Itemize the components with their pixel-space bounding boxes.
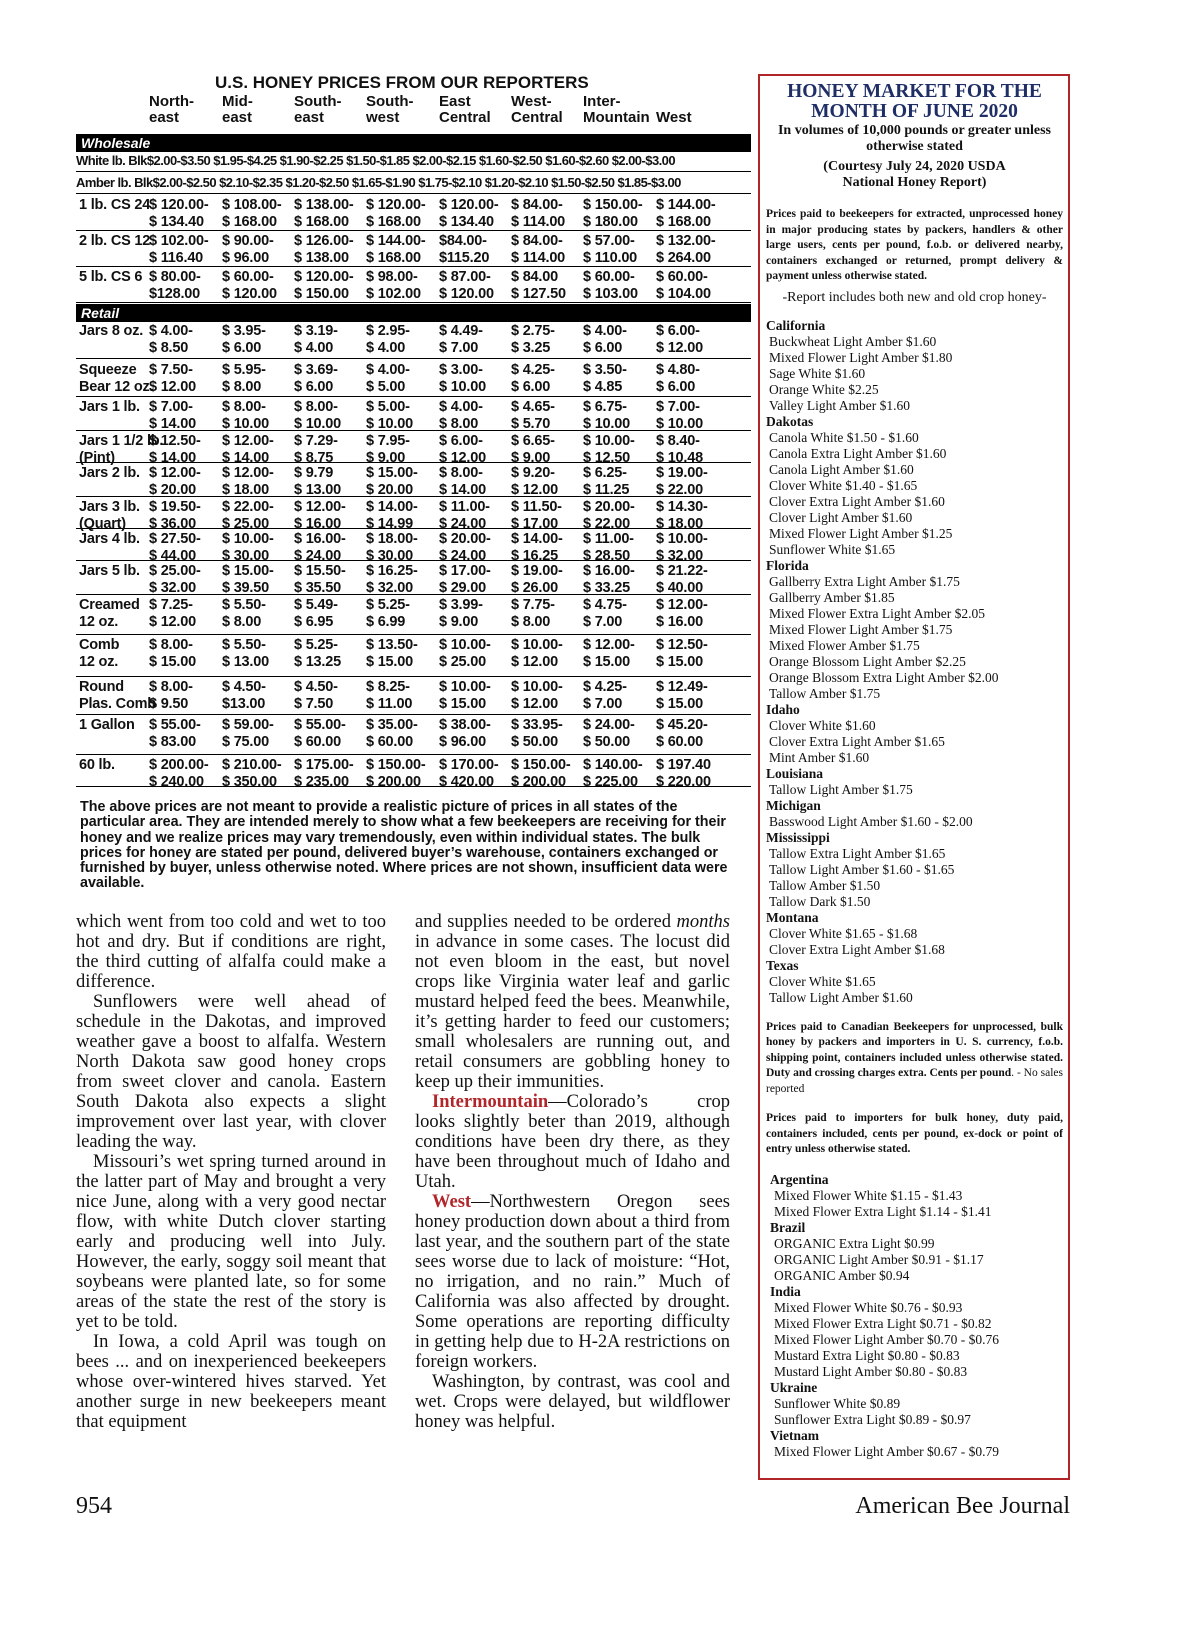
region-header: North- east [149, 93, 194, 126]
price-cell: $ 140.00- $ 225.00 [583, 757, 643, 790]
price-cell: $ 5.50- $ 8.00 [222, 597, 266, 630]
price-row-label: Round Plas. Comb [79, 679, 156, 712]
country-heading: Vietnam [770, 1427, 819, 1443]
article-text: —Northwestern Oregon sees honey production down about a third from last year, and the southern part of the state sees worse due to lack of moisture: “Hot, no irrigation, and no rain.” Much of California was also affected by drought. Some operations are reporting difficulty in getting help due to H-2A restrictions on foreign workers. [415, 1192, 730, 1372]
price-entry: Mixed Flower Amber $1.75 [769, 637, 920, 653]
price-cell: $ 144.00- $ 168.00 [656, 197, 716, 230]
price-cell: $ 4.00- $ 5.00 [366, 362, 410, 395]
price-cell: $ 3.19- $ 4.00 [294, 323, 338, 356]
price-entry: Clover White $1.65 [769, 973, 876, 989]
article-paragraph: which went from too cold and wet to too hot and dry. But if conditions are right, the third cutting of alfalfa could make a difference. [76, 912, 386, 992]
price-cell: $ 7.25- $ 12.00 [149, 597, 196, 630]
price-cell: $ 120.00- $ 150.00 [294, 269, 354, 302]
price-entry: Gallberry Amber $1.85 [769, 589, 895, 605]
price-cell: $ 9.79 $ 13.00 [294, 465, 341, 498]
price-row-label: Jars 4 lb. [79, 531, 140, 547]
price-entry: Basswood Light Amber $1.60 - $2.00 [769, 813, 973, 829]
price-entry: Mixed Flower Light Amber $1.75 [769, 621, 953, 637]
article-text: —Colorado’s crop looks slightly beter than 2019, although conditions have been dry there, as they have been throughout much of Idaho and Utah. [415, 1092, 730, 1192]
price-cell: $ 3.95- $ 6.00 [222, 323, 266, 356]
price-cell: $ 38.00- $ 96.00 [439, 717, 491, 750]
price-cell: $ 138.00- $ 168.00 [294, 197, 354, 230]
price-row-label: Comb 12 oz. [79, 637, 120, 670]
price-cell: $ 14.30- $ 18.00 [656, 499, 708, 532]
price-cell: $ 3.00- $ 10.00 [439, 362, 486, 395]
price-row [76, 636, 751, 677]
article-column-left [76, 912, 386, 1432]
price-cell: $ 57.00- $ 110.00 [583, 233, 638, 266]
price-cell: $ 4.00- $ 6.00 [583, 323, 627, 356]
price-cell: $ 15.00- $ 39.50 [222, 563, 274, 596]
report-note: -Report includes both new and old crop honey- [782, 289, 1047, 305]
price-cell: $ 8.00- $ 14.00 [439, 465, 486, 498]
price-row-label: Squeeze Bear 12 oz. [79, 362, 154, 395]
price-cell: $ 200.00- $ 240.00 [149, 757, 209, 790]
price-entry: Buckwheat Light Amber $1.60 [769, 333, 937, 349]
price-cell: $ 8.00- $ 10.00 [222, 399, 269, 432]
price-entry: Clover White $1.40 - $1.65 [769, 477, 918, 493]
price-cell: $ 4.75- $ 7.00 [583, 597, 627, 630]
price-cell: $ 25.00- $ 32.00 [149, 563, 201, 596]
price-cell: $ 2.95- $ 4.00 [366, 323, 410, 356]
price-row [76, 562, 751, 595]
price-cell: $ 98.00- $ 102.00 [366, 269, 421, 302]
price-entry: Canola Extra Light Amber $1.60 [769, 445, 947, 461]
price-entry: Mixed Flower Light Amber $0.67 - $0.79 [774, 1443, 999, 1459]
price-cell: $ 45.20- $ 60.00 [656, 717, 708, 750]
price-cell: $ 35.00- $ 60.00 [366, 717, 418, 750]
price-entry: Clover White $1.65 - $1.68 [769, 925, 918, 941]
price-entry: Clover Extra Light Amber $1.60 [769, 493, 945, 509]
price-cell: $ 3.69- $ 6.00 [294, 362, 338, 395]
price-cell: $ 13.50- $ 15.00 [366, 637, 418, 670]
price-cell: $ 197.40 $ 220.00 [656, 757, 711, 790]
state-heading: Louisiana [766, 765, 824, 781]
price-row-label: Jars 1 1/2 lb. (Pint) [79, 433, 164, 466]
price-cell: $ 4.50- $13.00 [222, 679, 266, 712]
price-cell: $ 5.25- $ 13.25 [294, 637, 341, 670]
price-cell: $ 12.00- $ 16.00 [656, 597, 708, 630]
wholesale-value: $1.50-$1.85 [346, 153, 410, 168]
price-cell: $ 16.00- $ 24.00 [294, 531, 346, 564]
article-text: in advance in some cases. The locust did not even bloom in the east, but novel crops like Virginia water leaf and garlic mustard helped feed the bees. Meanwhile, it’s getting harder to feed our customers; small wholesalers are running out, and retail consumers are gobbling honey to keep up their immunities. [415, 932, 730, 1092]
price-cell: $ 10.00- $ 25.00 [439, 637, 491, 670]
wholesale-row-amber [76, 173, 751, 194]
price-cell: $ 132.00- $ 264.00 [656, 233, 716, 266]
wholesale-section-bar: Wholesale [76, 134, 751, 152]
price-cell: $ 144.00- $ 168.00 [366, 233, 426, 266]
price-cell: $ 6.65- $ 9.00 [511, 433, 555, 466]
price-cell: $ 2.75- $ 3.25 [511, 323, 555, 356]
price-row [76, 268, 751, 303]
wholesale-row-label: Amber lb. Blk [76, 175, 153, 190]
state-heading: Idaho [766, 701, 800, 717]
price-cell: $ 14.00- $ 14.99 [366, 499, 418, 532]
price-cell: $ 10.00- $ 32.00 [656, 531, 708, 564]
price-entry: Sunflower White $1.65 [769, 541, 896, 557]
price-cell: $ 6.75- $ 10.00 [583, 399, 630, 432]
price-cell: $ 84.00- $ 114.00 [511, 197, 566, 230]
price-entry: Tallow Light Amber $1.75 [769, 781, 913, 797]
price-cell: $ 170.00- $ 420.00 [439, 757, 499, 790]
price-entry: Mint Amber $1.60 [769, 749, 870, 765]
wholesale-value: $1.90-$2.25 [279, 153, 344, 168]
price-cell: $ 11.00- $ 24.00 [439, 499, 490, 532]
price-cell: $ 120.00- $ 134.40 [149, 197, 209, 230]
price-cell: $ 4.80- $ 6.00 [656, 362, 700, 395]
journal-name: American Bee Journal [855, 1493, 1070, 1519]
price-entry: Mustard Light Amber $0.80 - $0.83 [774, 1363, 968, 1379]
price-entry: ORGANIC Light Amber $0.91 - $1.17 [774, 1251, 984, 1267]
price-cell: $ 55.00- $ 60.00 [294, 717, 346, 750]
price-entry: ORGANIC Amber $0.94 [774, 1267, 910, 1283]
price-row [76, 678, 751, 715]
region-header: West- Central [511, 93, 563, 126]
price-cell: $ 59.00- $ 75.00 [222, 717, 274, 750]
wholesale-value: $2.00-$3.00 [611, 153, 676, 168]
price-entry: Gallberry Extra Light Amber $1.75 [769, 573, 960, 589]
wholesale-value: $1.50-$2.50 [551, 175, 615, 190]
price-cell: $ 16.25- $ 32.00 [366, 563, 418, 596]
price-entry: Mixed Flower Light Amber $1.80 [769, 349, 953, 365]
price-entry: Tallow Dark $1.50 [769, 893, 871, 909]
price-cell: $ 60.00- $ 103.00 [583, 269, 638, 302]
wholesale-row-label: White lb. Blk [76, 153, 147, 168]
price-entry: Clover White $1.60 [769, 717, 876, 733]
state-heading: California [766, 317, 826, 333]
price-cell: $ 10.00- $ 15.00 [439, 679, 491, 712]
price-entry: Mustard Extra Light $0.80 - $0.83 [774, 1347, 960, 1363]
price-cell: $ 7.75- $ 8.00 [511, 597, 555, 630]
state-price-list [766, 318, 1063, 1006]
price-cell: $ 5.95- $ 8.00 [222, 362, 266, 395]
state-heading: Michigan [766, 797, 821, 813]
price-entry: Valley Light Amber $1.60 [769, 397, 910, 413]
country-heading: Argentina [770, 1171, 829, 1187]
price-row-label: Jars 1 lb. [79, 399, 140, 415]
price-cell: $ 15.50- $ 35.50 [294, 563, 346, 596]
price-entry: Orange White $2.25 [769, 381, 879, 397]
price-cell: $ 5.49- $ 6.95 [294, 597, 338, 630]
canada-prices-intro [766, 1020, 1063, 1098]
wholesale-value: $1.20-$2.10 [484, 175, 549, 190]
region-header: Mid- east [222, 93, 253, 126]
region-header: South- east [294, 93, 342, 126]
wholesale-value: $2.00-$2.15 [412, 153, 476, 168]
price-cell: $ 7.00- $ 14.00 [149, 399, 196, 432]
price-row [76, 530, 751, 564]
price-cell: $ 12.00- $ 18.00 [222, 465, 274, 498]
price-cell: $ 150.00- $ 200.00 [511, 757, 571, 790]
country-heading: Brazil [770, 1219, 806, 1235]
price-entry: Tallow Light Amber $1.60 - $1.65 [769, 861, 955, 877]
state-heading: Texas [766, 957, 799, 973]
price-cell: $ 5.00- $ 10.00 [366, 399, 413, 432]
price-row [76, 464, 751, 497]
price-cell: $ 10.00- $ 12.50 [583, 433, 635, 466]
price-cell: $ 20.00- $ 22.00 [583, 499, 635, 532]
price-cell: $ 84.00 $ 127.50 [511, 269, 566, 302]
price-cell: $ 12.00- $ 14.00 [222, 433, 274, 466]
price-row [76, 716, 751, 755]
article-paragraph: Washington, by contrast, was cool and wet. Crops were delayed, but wildflower honey was helpful. [415, 1372, 730, 1432]
price-cell: $ 5.50- $ 13.00 [222, 637, 269, 670]
price-cell: $ 210.00- $ 350.00 [222, 757, 282, 790]
price-entry: Mixed Flower Extra Light $1.14 - $1.41 [774, 1203, 992, 1219]
price-cell: $ 7.29- $ 8.75 [294, 433, 338, 466]
price-row [76, 232, 751, 267]
price-cell: $ 10.00- $ 30.00 [222, 531, 274, 564]
price-cell: $ 87.00- $ 120.00 [439, 269, 494, 302]
price-cell: $ 8.25- $ 11.00 [366, 679, 413, 712]
table-disclaimer: The above prices are not meant to provide a realistic picture of prices in all states of the particular area. They are intended merely to show what a few beekeepers are receiving for their honey and we realize prices may vary tremendously, even within individual states. The bulk prices for honey are stated per pound, delivered buyer’s warehouse, containers exchanged or furnished by buyer, unless otherwise noted. Where prices are not shown, insufficient data were available. [80, 799, 728, 892]
wholesale-value: $1.20-$2.50 [285, 175, 349, 190]
country-heading: Ukraine [770, 1379, 818, 1395]
article-column-middle [415, 912, 730, 1432]
price-row [76, 196, 751, 231]
article-paragraph [415, 1192, 730, 1372]
region-header: Inter- Mountain [583, 93, 650, 126]
price-row [76, 596, 751, 635]
price-cell: $ 108.00- $ 168.00 [222, 197, 282, 230]
price-entry: Mixed Flower Extra Light $0.71 - $0.82 [774, 1315, 992, 1331]
price-cell: $ 11.00- $ 28.50 [583, 531, 634, 564]
price-cell: $ 10.00- $ 12.00 [511, 679, 563, 712]
price-cell: $ 8.00- $ 15.00 [149, 637, 196, 670]
price-entry: Tallow Light Amber $1.60 [769, 989, 913, 1005]
price-cell: $ 55.00- $ 83.00 [149, 717, 201, 750]
wholesale-value: $1.60-$2.60 [545, 153, 609, 168]
price-cell: $ 4.25- $ 7.00 [583, 679, 627, 712]
article-paragraph: In Iowa, a cold April was tough on bees ... and on inexperienced beekeepers whose over-wintered hives starved. Yet another surge in new beekeepers meant that equipment [76, 1332, 386, 1432]
price-cell: $ 8.40- $ 10.48 [656, 433, 703, 466]
price-cell: $ 6.25- $ 11.25 [583, 465, 630, 498]
price-cell: $ 21.22- $ 40.00 [656, 563, 708, 596]
price-cell: $ 8.00- $ 10.00 [294, 399, 341, 432]
price-cell: $ 12.50- $ 14.00 [149, 433, 201, 466]
retail-section-bar: Retail [76, 304, 751, 322]
price-cell: $ 19.50- $ 36.00 [149, 499, 201, 532]
price-entry: Clover Extra Light Amber $1.68 [769, 941, 945, 957]
price-cell: $ 17.00- $ 29.00 [439, 563, 491, 596]
us-prices-intro: Prices paid to beekeepers for extracted, unprocessed honey in major producing states by packers, handlers & other large users, cents per pound, f.o.b. or delivered nearby, containers exchanged or returned, prompt delivery & payment unless otherwise stated. [766, 208, 1063, 282]
import-prices-intro: Prices paid to importers for bulk honey, duty paid, containers included, cents per pound, ex-dock or point of entry unless otherwise stated. [766, 1112, 1063, 1155]
state-heading: Florida [766, 557, 809, 573]
price-row-label: 60 lb. [79, 757, 115, 773]
price-cell: $ 5.25- $ 6.99 [366, 597, 410, 630]
price-row-label: 1 Gallon [79, 717, 135, 733]
price-cell: $ 120.00- $ 168.00 [366, 197, 426, 230]
price-cell: $ 22.00- $ 25.00 [222, 499, 274, 532]
honey-market-sidebar [758, 74, 1070, 1480]
price-cell: $ 3.50- $ 4.85 [583, 362, 627, 395]
price-cell: $ 33.95- $ 50.00 [511, 717, 563, 750]
price-row-label: Jars 5 lb. [79, 563, 140, 579]
region-header-row [76, 94, 736, 132]
price-cell: $ 90.00- $ 96.00 [222, 233, 274, 266]
page-number: 954 [76, 1493, 112, 1519]
wholesale-value: $1.75-$2.10 [418, 175, 482, 190]
price-cell: $ 12.00- $ 15.00 [583, 637, 635, 670]
wholesale-value: $2.10-$2.35 [219, 175, 283, 190]
price-cell: $ 11.50- $ 17.00 [511, 499, 562, 532]
wholesale-value: $1.85-$3.00 [617, 175, 681, 190]
price-row [76, 756, 751, 790]
price-cell: $ 9.20- $ 12.00 [511, 465, 558, 498]
price-entry: Sage White $1.60 [769, 365, 866, 381]
canada-note: . - No sales reported [766, 1067, 1063, 1095]
price-cell: $ 4.50- $ 7.50 [294, 679, 338, 712]
price-entry: Canola White $1.50 - $1.60 [769, 429, 919, 445]
sidebar-title: HONEY MARKET FOR THE MONTH OF JUNE 2020 [787, 81, 1042, 122]
price-cell: $ 8.00- $ 9.50 [149, 679, 193, 712]
price-entry: Orange Blossom Light Amber $2.25 [769, 653, 966, 669]
price-row [76, 398, 751, 431]
price-cell: $ 3.99- $ 9.00 [439, 597, 483, 630]
price-cell: $ 175.00- $ 235.00 [294, 757, 354, 790]
price-cell: $ 4.65- $ 5.70 [511, 399, 555, 432]
price-row [76, 432, 751, 466]
price-cell: $ 15.00- $ 20.00 [366, 465, 418, 498]
price-cell: $ 7.00- $ 10.00 [656, 399, 703, 432]
price-entry: Canola Light Amber $1.60 [769, 461, 914, 477]
sidebar-subtitle: In volumes of 10,000 pounds or greater unless otherwise stated [777, 123, 1052, 154]
price-entry: ORGANIC Extra Light $0.99 [774, 1235, 935, 1251]
price-cell: $ 27.50- $ 44.00 [149, 531, 201, 564]
price-entry: Tallow Amber $1.75 [769, 685, 881, 701]
price-cell: $ 12.00- $ 20.00 [149, 465, 201, 498]
price-entry: Sunflower Extra Light $0.89 - $0.97 [774, 1411, 971, 1427]
wholesale-value: $1.65-$1.90 [351, 175, 416, 190]
price-cell: $ 10.00- $ 12.00 [511, 637, 563, 670]
state-heading: Dakotas [766, 413, 814, 429]
region-header: West [656, 109, 692, 126]
wholesale-value: $1.95-$4.25 [213, 153, 277, 168]
price-cell: $ 60.00- $ 120.00 [222, 269, 277, 302]
wholesale-value: $2.00-$3.50 [146, 153, 211, 168]
price-cell: $ 7.95- $ 9.00 [366, 433, 410, 466]
price-entry: Orange Blossom Extra Light Amber $2.00 [769, 669, 999, 685]
price-entry: Mixed Flower White $1.15 - $1.43 [774, 1187, 963, 1203]
price-cell: $ 7.50- $ 12.00 [149, 362, 196, 395]
wholesale-row-white [76, 151, 751, 172]
price-entry: Sunflower White $0.89 [774, 1395, 901, 1411]
price-cell: $ 20.00- $ 24.00 [439, 531, 491, 564]
wholesale-value: $1.60-$2.50 [478, 153, 543, 168]
article-text: and supplies needed to be ordered [415, 912, 677, 932]
price-entry: Tallow Amber $1.50 [769, 877, 881, 893]
price-cell: $ 16.00- $ 33.25 [583, 563, 635, 596]
price-cell: $ 80.00- $128.00 [149, 269, 201, 302]
price-cell: $ 12.50- $ 15.00 [656, 637, 708, 670]
price-cell: $ 150.00- $ 180.00 [583, 197, 643, 230]
price-cell: $ 18.00- $ 30.00 [366, 531, 418, 564]
price-row-label: 1 lb. CS 24 [79, 197, 151, 213]
article-paragraph: Sunflowers were well ahead of schedule in the Dakotas, and improved weather gave a boost to alfalfa. Western North Dakota saw good honey crops from sweet clover and canola. Eastern South Dakota also expects a slight improvement over last year, with clover leading the way. [76, 992, 386, 1152]
price-cell: $ 60.00- $ 104.00 [656, 269, 711, 302]
price-cell: $84.00- $115.20 [439, 233, 490, 266]
country-heading: India [770, 1283, 801, 1299]
price-cell: $ 19.00- $ 26.00 [511, 563, 563, 596]
article-paragraph [415, 1092, 730, 1192]
price-row [76, 361, 751, 397]
price-cell: $ 102.00- $ 116.40 [149, 233, 209, 266]
price-row-label: 2 lb. CS 12 [79, 233, 151, 249]
price-row [76, 498, 751, 532]
country-price-list [766, 1172, 1063, 1460]
price-entry: Mixed Flower White $0.76 - $0.93 [774, 1299, 963, 1315]
price-row-label: Jars 8 oz. [79, 323, 144, 339]
region-heading-intermountain: Intermountain [432, 1092, 549, 1112]
price-entry: Clover Extra Light Amber $1.65 [769, 733, 945, 749]
price-row-label: Creamed 12 oz. [79, 597, 140, 630]
price-row-label: Jars 3 lb. (Quart) [79, 499, 140, 532]
price-cell: $ 12.00- $ 16.00 [294, 499, 346, 532]
price-cell: $ 12.49- $ 15.00 [656, 679, 708, 712]
price-cell: $ 24.00- $ 50.00 [583, 717, 635, 750]
price-row-label: Jars 2 lb. [79, 465, 140, 481]
price-entry: Mixed Flower Light Amber $0.70 - $0.76 [774, 1331, 999, 1347]
article-paragraph [415, 912, 730, 1092]
wholesale-value: $2.00-$2.50 [152, 175, 216, 190]
price-cell: $ 19.00- $ 22.00 [656, 465, 708, 498]
price-cell: $ 4.00- $ 8.00 [439, 399, 483, 432]
table-title: U.S. HONEY PRICES FROM OUR REPORTERS [215, 73, 589, 92]
price-cell: $ 6.00- $ 12.00 [656, 323, 703, 356]
price-entry: Clover Light Amber $1.60 [769, 509, 913, 525]
state-heading: Mississippi [766, 829, 830, 845]
price-cell: $ 4.00- $ 8.50 [149, 323, 193, 356]
region-heading-west: West [432, 1192, 472, 1212]
price-entry: Tallow Extra Light Amber $1.65 [769, 845, 946, 861]
price-cell: $ 126.00- $ 138.00 [294, 233, 354, 266]
price-cell: $ 6.00- $ 12.00 [439, 433, 486, 466]
region-header: South- west [366, 93, 414, 126]
price-cell: $ 120.00- $ 134.40 [439, 197, 499, 230]
region-header: East Central [439, 93, 491, 126]
price-cell: $ 4.25- $ 6.00 [511, 362, 555, 395]
price-row-label: 5 lb. CS 6 [79, 269, 143, 285]
state-heading: Montana [766, 909, 819, 925]
price-cell: $ 84.00- $ 114.00 [511, 233, 566, 266]
price-entry: Mixed Flower Extra Light Amber $2.05 [769, 605, 985, 621]
sidebar-source: (Courtesy July 24, 2020 USDA National Honey Report) [823, 159, 1006, 190]
price-cell: $ 150.00- $ 200.00 [366, 757, 426, 790]
price-cell: $ 14.00- $ 16.25 [511, 531, 563, 564]
canada-intro-text: Prices paid to Canadian Beekeepers for unprocessed, bulk honey by packers and importers in U. S. currency, f.o.b. shipping point, containers included unless otherwise stated. Duty and crossing charges extra. Cents per pound [766, 1020, 1063, 1079]
price-entry: Mixed Flower Light Amber $1.25 [769, 525, 953, 541]
article-paragraph: Missouri’s wet spring turned around in the latter part of May and brought a very nice June, along with a very good nectar flow, with white Dutch clover starting early and producing well into July. However, the early, soggy soil meant that soybeans were planted late, so for some areas of the state the rest of the story is yet to be told. [76, 1152, 386, 1332]
price-cell: $ 4.49- $ 7.00 [439, 323, 483, 356]
price-row [76, 322, 751, 359]
article-emphasis: months [676, 912, 730, 932]
